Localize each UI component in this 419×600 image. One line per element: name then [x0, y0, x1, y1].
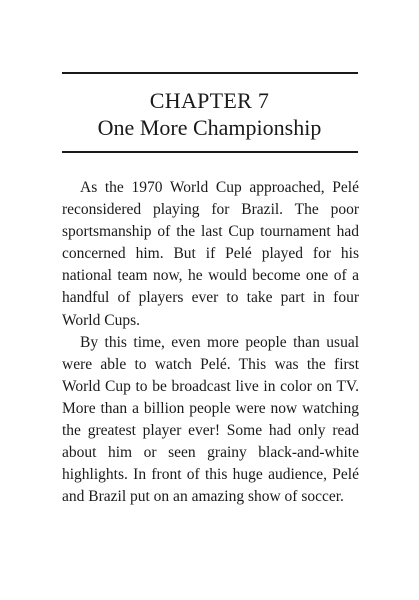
paragraph: By this time, even more people than usual were able to watch Pelé. This was the first World Cup to be broadcast live in color on TV. More than a billion people were now watching the greatest player ever! Some had only read about him or seen grainy black-and-white highlights. In front of this huge audience, Pelé and Brazil put on an amazing show of soccer. — [62, 333, 359, 506]
chapter-body — [62, 177, 359, 508]
chapter-title: One More Championship — [97, 115, 322, 140]
paragraph: As the 1970 World Cup approached, Pelé reconsidered playing for Brazil. The poor sportsmanship of the last Cup tournament had concerned him. But if Pelé played for his national team now, he would become one of a handful of players ever to take part in four World Cups. — [62, 179, 359, 329]
chapter-number: CHAPTER 7 — [149, 88, 270, 113]
chapter-top-rule — [62, 72, 358, 74]
chapter-bottom-rule — [62, 151, 358, 153]
